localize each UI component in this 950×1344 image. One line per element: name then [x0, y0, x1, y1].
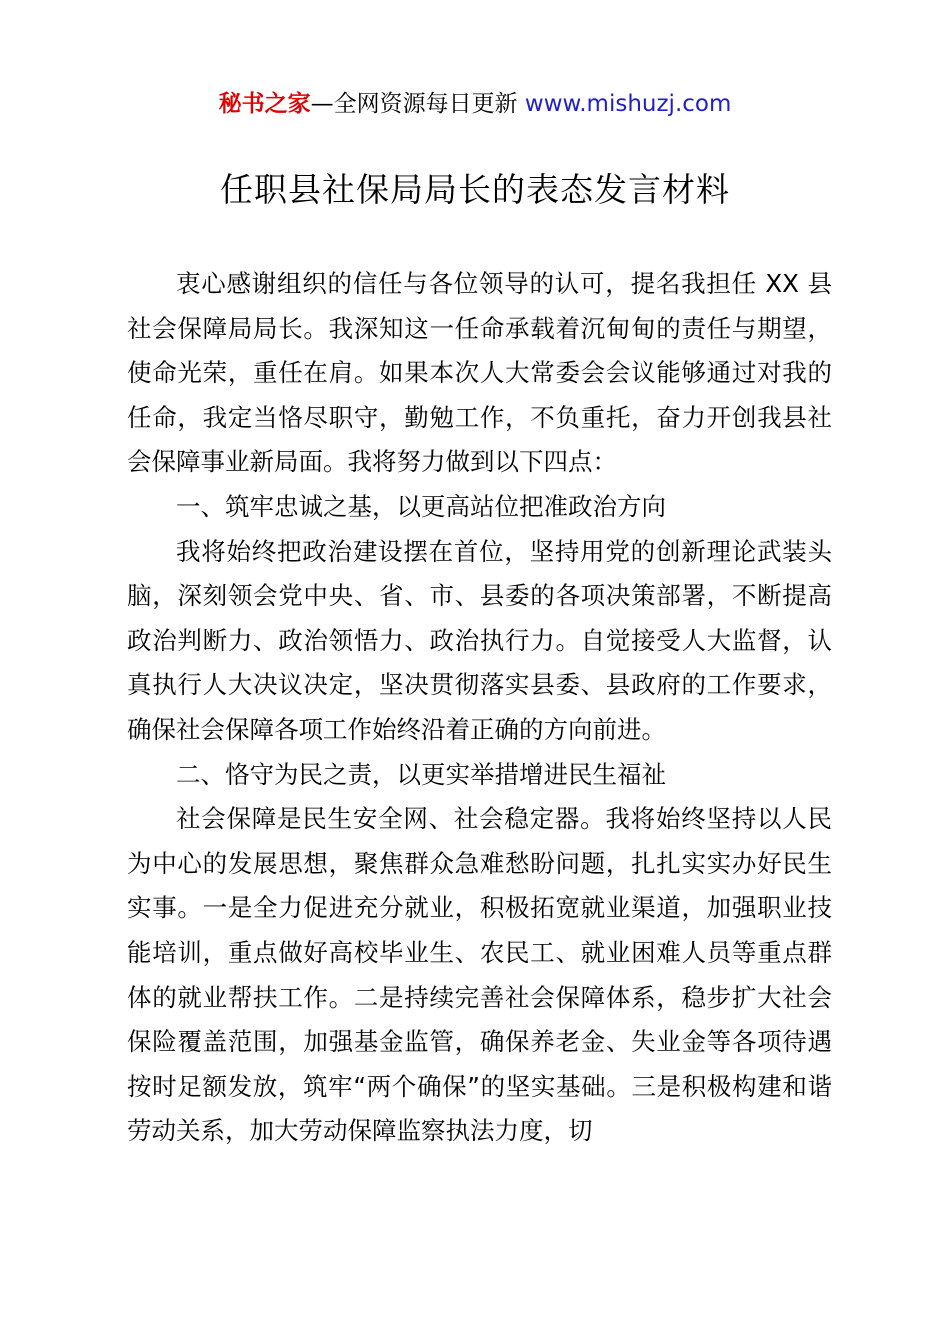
site-brand: 秘书之家 — [218, 91, 311, 117]
site-header — [0, 86, 950, 122]
paragraph-section-2: 社会保障是民生安全网、社会稳定器。我将始终坚持以人民为中心的发展思想，聚焦群众急难愁盼问题，扎扎实实办好民生实事。一是全力促进充分就业，积极拓宽就业渠道，加强职业技能培训，重点做好高校毕业生、农民工、就业困难人员等重点群体的就业帮扶工作。二是持续完善社会保障体系，稳步扩大社会保险覆盖范围，加强基金监管，确保养老金、失业金等各项待遇按时足额发放，筑牢“两个确保”的坚实基础。三是积极构建和谐劳动关系，加大劳动保障监察执法力度，切 — [127, 804, 832, 1146]
site-tagline: —全网资源每日更新 — [310, 91, 525, 117]
document-title: 任职县社保局局长的表态发言材料 — [220, 170, 730, 209]
paragraph-section-1: 我将始终把政治建设摆在首位，坚持用党的创新理论武装头脑，深刻领会党中央、省、市、县委的各项决策部署，不断提高政治判断力、政治领悟力、政治执行力。自觉接受人大监督，认真执行人大决议决定，坚决贯彻落实县委、县政府的工作要求，确保社会保障各项工作始终沿着正确的方向前进。 — [127, 536, 832, 744]
paragraph-intro: 衷心感谢组织的信任与各位领导的认可，提名我担任 XX 县社会保障局局长。我深知这一任命承载着沉甸甸的责任与期望，使命光荣，重任在肩。如果本次人大常委会会议能够通过对我的任命，我定当恪尽职守，勤勉工作，不负重托，奋力开创我县社会保障事业新局面。我将努力做到以下四点： — [127, 269, 832, 477]
section-heading-1: 一、筑牢忠诚之基，以更高站位把准政治方向 — [176, 491, 666, 521]
section-heading-2: 二、恪守为民之责，以更实举措增进民生福祉 — [176, 759, 666, 789]
site-url-link[interactable]: www.mishuzj.com — [524, 91, 732, 117]
document-body — [127, 262, 832, 1154]
